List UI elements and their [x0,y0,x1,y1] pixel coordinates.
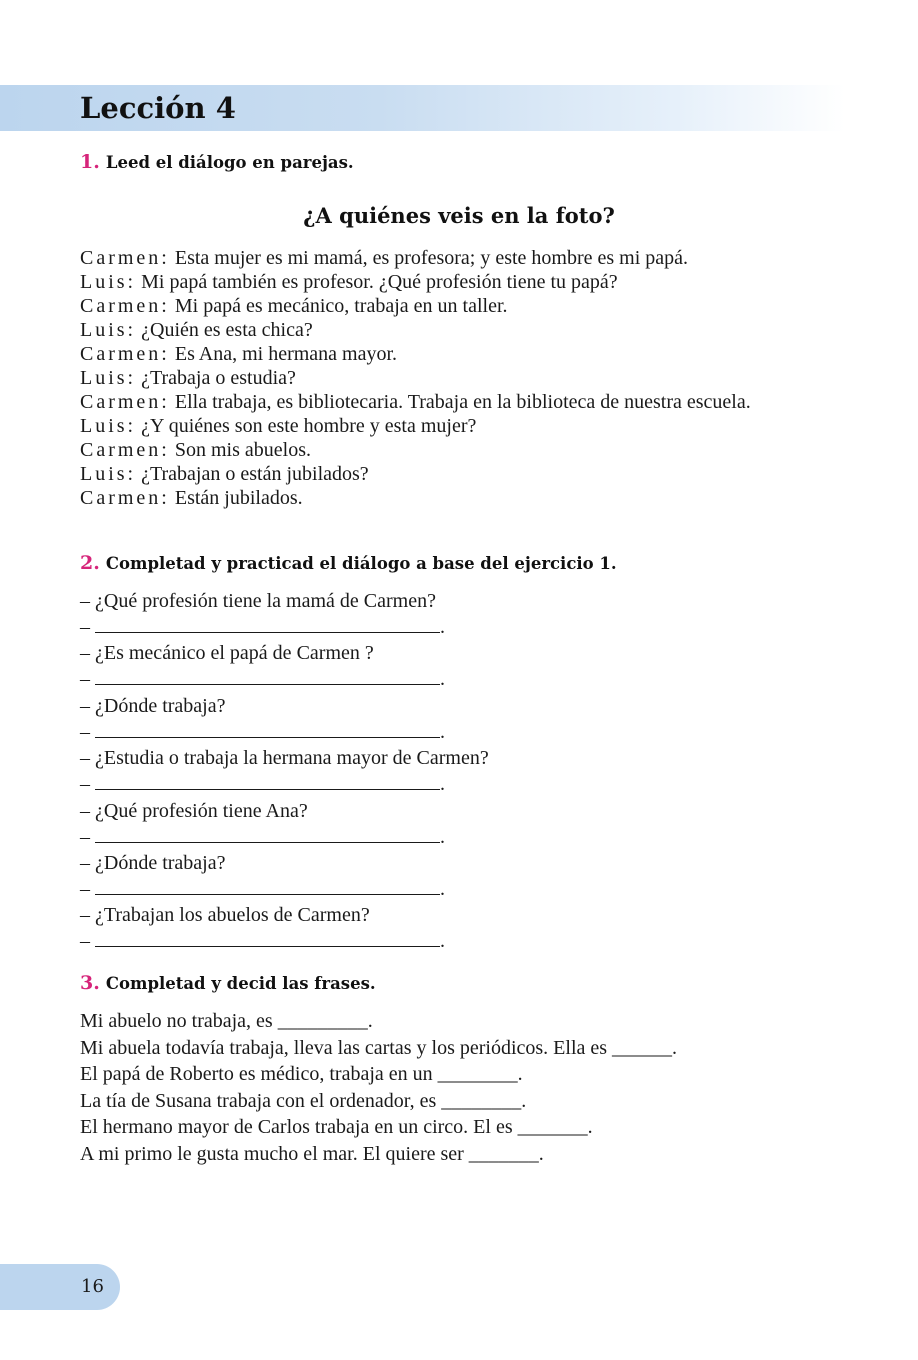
speaker-name: Carmen: [80,343,170,365]
page-number: 16 [81,1276,104,1297]
question-item [80,850,680,902]
question-text: – ¿Qué profesión tiene Ana? [80,799,308,822]
fill-in-sentence: El hermano mayor de Carlos trabaja en un circo. El es _______. [80,1116,593,1139]
answer-blank[interactable] [95,825,440,843]
answer-blank[interactable] [95,772,440,790]
answer-line [80,666,680,692]
period: . [440,616,445,638]
dialog-text: ¿Trabaja o estudia? [141,367,296,389]
speaker-name: Carmen: [80,295,170,317]
answer-blank[interactable] [95,615,440,633]
dialog-text: Están jubilados. [174,487,303,509]
answer-blank[interactable] [95,929,440,947]
dialog-text: Ella trabaja, es bibliotecaria. Trabaja en la biblioteca de nuestra escuela. [174,391,751,413]
question-item [80,902,680,954]
dialog-line [80,438,845,462]
speaker-name: Carmen: [80,487,170,509]
dash: – [80,668,90,691]
exercise-3-heading [80,972,376,995]
question-text: – ¿Es mecánico el papá de Carmen ? [80,642,374,665]
answer-line [80,824,680,850]
dialog-text: ¿Y quiénes son este hombre y esta mujer? [141,415,477,437]
answer-line [80,719,680,745]
period: . [440,825,445,848]
dialog-title: ¿A quiénes veis en la foto? [303,203,615,228]
speaker-name: Luis: [80,271,137,293]
speaker-name: Luis: [80,415,137,437]
exercise-number: 1. [80,151,100,173]
fill-in-sentence: La tía de Susana trabaja con el ordenador, es ________. [80,1089,527,1112]
speaker-name: Luis: [80,319,137,341]
exercise-instruction: Leed el diálogo en parejas. [105,153,354,172]
exercise-number: 2. [80,552,100,574]
period: . [440,720,445,743]
answer-blank[interactable] [95,667,440,685]
answer-line [80,614,680,640]
question-answer-list [80,588,680,955]
answer-blank[interactable] [95,720,440,738]
question-text: – ¿Dónde trabaja? [80,851,226,874]
dialog-text: ¿Trabajan o están jubilados? [141,463,369,485]
question-text: – ¿Estudia o trabaja la hermana mayor de Carmen? [80,747,489,770]
dash: – [80,616,90,638]
dialog-line [80,318,845,342]
question-item [80,693,680,745]
speaker-name: Carmen: [80,247,170,269]
question-text: – ¿Qué profesión tiene la mamá de Carmen? [80,590,436,612]
speaker-name: Luis: [80,367,137,389]
dialog-line [80,462,845,486]
fill-in-sentence: El papá de Roberto es médico, trabaja en un ________. [80,1063,523,1086]
question-item [80,640,680,692]
dash: – [80,877,90,900]
dash: – [80,930,90,953]
question-item [80,798,680,850]
exercise-1-heading [80,151,354,174]
dialog-line [80,246,845,270]
sentence-list [80,1008,860,1168]
dialog-text: Son mis abuelos. [174,439,311,461]
dialog-line [80,366,845,390]
question-text: – ¿Dónde trabaja? [80,694,226,717]
dialog-line [80,294,845,318]
period: . [440,930,445,953]
answer-line [80,876,680,902]
period: . [440,773,445,796]
lesson-title: Lección 4 [80,91,236,125]
dash: – [80,825,90,848]
dialog-line [80,342,845,366]
dialog-line [80,486,845,510]
dialog-line [80,270,845,294]
exercise-instruction: Completad y practicad el diálogo a base del ejercicio 1. [105,554,617,573]
dash: – [80,773,90,796]
question-item [80,588,680,640]
fill-in-sentence: Mi abuela todavía trabaja, lleva las cartas y los periódicos. Ella es ______. [80,1036,678,1059]
period: . [440,668,445,691]
dialog-text: Es Ana, mi hermana mayor. [174,343,398,365]
speaker-name: Carmen: [80,391,170,413]
dialog [80,246,845,510]
exercise-2-heading [80,552,617,575]
period: . [440,877,445,900]
dialog-text: Mi papá también es profesor. ¿Qué profesión tiene tu papá? [141,271,618,293]
dialog-text: Esta mujer es mi mamá, es profesora; y este hombre es mi papá. [174,247,689,269]
fill-in-sentence: A mi primo le gusta mucho el mar. El quiere ser _______. [80,1142,544,1165]
fill-in-sentence: Mi abuelo no trabaja, es _________. [80,1010,373,1032]
dialog-text: Mi papá es mecánico, trabaja en un taller. [174,295,508,317]
answer-line [80,928,680,954]
dash: – [80,720,90,743]
answer-line [80,771,680,797]
speaker-name: Luis: [80,463,137,485]
question-item [80,745,680,797]
exercise-number: 3. [80,972,100,994]
speaker-name: Carmen: [80,439,170,461]
question-text: – ¿Trabajan los abuelos de Carmen? [80,904,370,927]
exercise-instruction: Completad y decid las frases. [105,974,376,993]
answer-blank[interactable] [95,877,440,895]
dialog-text: ¿Quién es esta chica? [141,319,313,341]
dialog-line [80,390,845,414]
dialog-line [80,414,845,438]
